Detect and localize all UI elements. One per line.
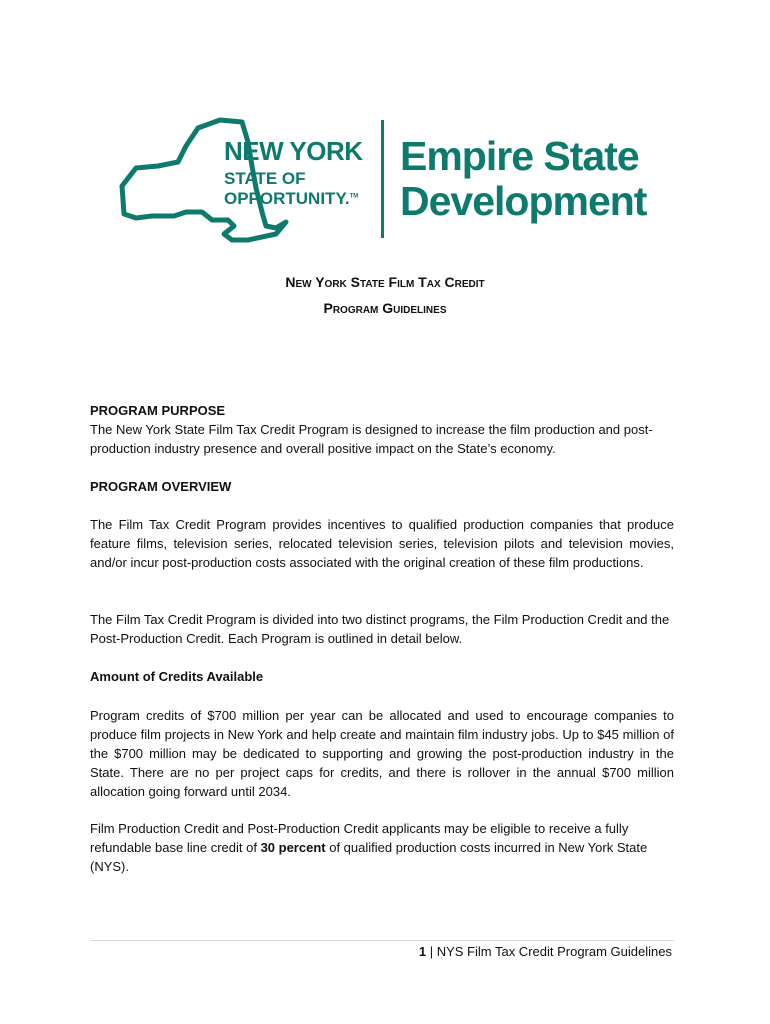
credits-paragraph-2 <box>90 819 674 876</box>
esd-line-1: Empire State <box>400 133 639 179</box>
page-footer <box>419 944 672 959</box>
credits-heading: Amount of Credits Available <box>90 669 264 684</box>
document-title-line-2: Program Guidelines <box>323 300 447 316</box>
credits-paragraph-2-part-b: of qualified production costs incurred in New York State (NYS). <box>90 840 648 874</box>
esd-wordmark <box>400 133 647 224</box>
ny-state-wordmark <box>224 138 363 207</box>
program-overview-paragraph-1: The Film Tax Credit Program provides incentives to qualified production companies that produce feature films, television series, relocated television series, television pilots and television movies, and/or incur post-production costs associated with the original creation of these film productions. <box>90 517 674 570</box>
page-number: 1 <box>418 944 427 959</box>
credits-paragraph-1: Program credits of $700 million per year can be allocated and used to encourage companies to produce film projects in New York and help create and maintain film industry jobs. Up to $45 million of the $700 million may be dedicated to supporting and growing the post-production industry in the State. There are no per project caps for credits, and there is rollover in the annual $700 million allocation going forward until 2034. <box>90 708 674 799</box>
credits-heading-wrap <box>90 667 674 686</box>
esd-line-2: Development <box>400 178 647 224</box>
document-title-line-1: New York State Film Tax Credit <box>285 274 485 290</box>
ny-line-3-text: OPPORTUNITY. <box>224 189 350 208</box>
ny-line-2: STATE OF <box>224 169 306 188</box>
credits-paragraph-2-part-a: Film Production Credit and Post-Production Credit applicants may be eligible to receive a fully refundable base line credit of <box>90 821 629 855</box>
program-overview-paragraph-2: The Film Tax Credit Program is divided into two distinct programs, the Film Production Credit and the Post-Production Credit. Each Program is outlined in detail below. <box>90 612 670 646</box>
program-purpose-text: The New York State Film Tax Credit Program is designed to increase the film production and post-production industry presence and overall positive impact on the State’s economy. <box>90 422 653 456</box>
footer-separator: | <box>429 944 434 959</box>
ny-line-1: NEW YORK <box>224 136 363 166</box>
program-overview-heading-wrap <box>90 477 674 496</box>
trademark: TM <box>349 193 359 200</box>
program-overview-heading: PROGRAM OVERVIEW <box>90 479 232 494</box>
credits-percent: 30 percent <box>260 840 326 855</box>
logo-divider <box>381 120 384 238</box>
ny-line-3 <box>224 190 363 207</box>
program-purpose-heading: PROGRAM PURPOSE <box>90 403 226 418</box>
footer-divider <box>90 940 674 941</box>
program-purpose-section <box>90 401 674 458</box>
footer-label: NYS Film Tax Credit Program Guidelines <box>436 944 672 959</box>
